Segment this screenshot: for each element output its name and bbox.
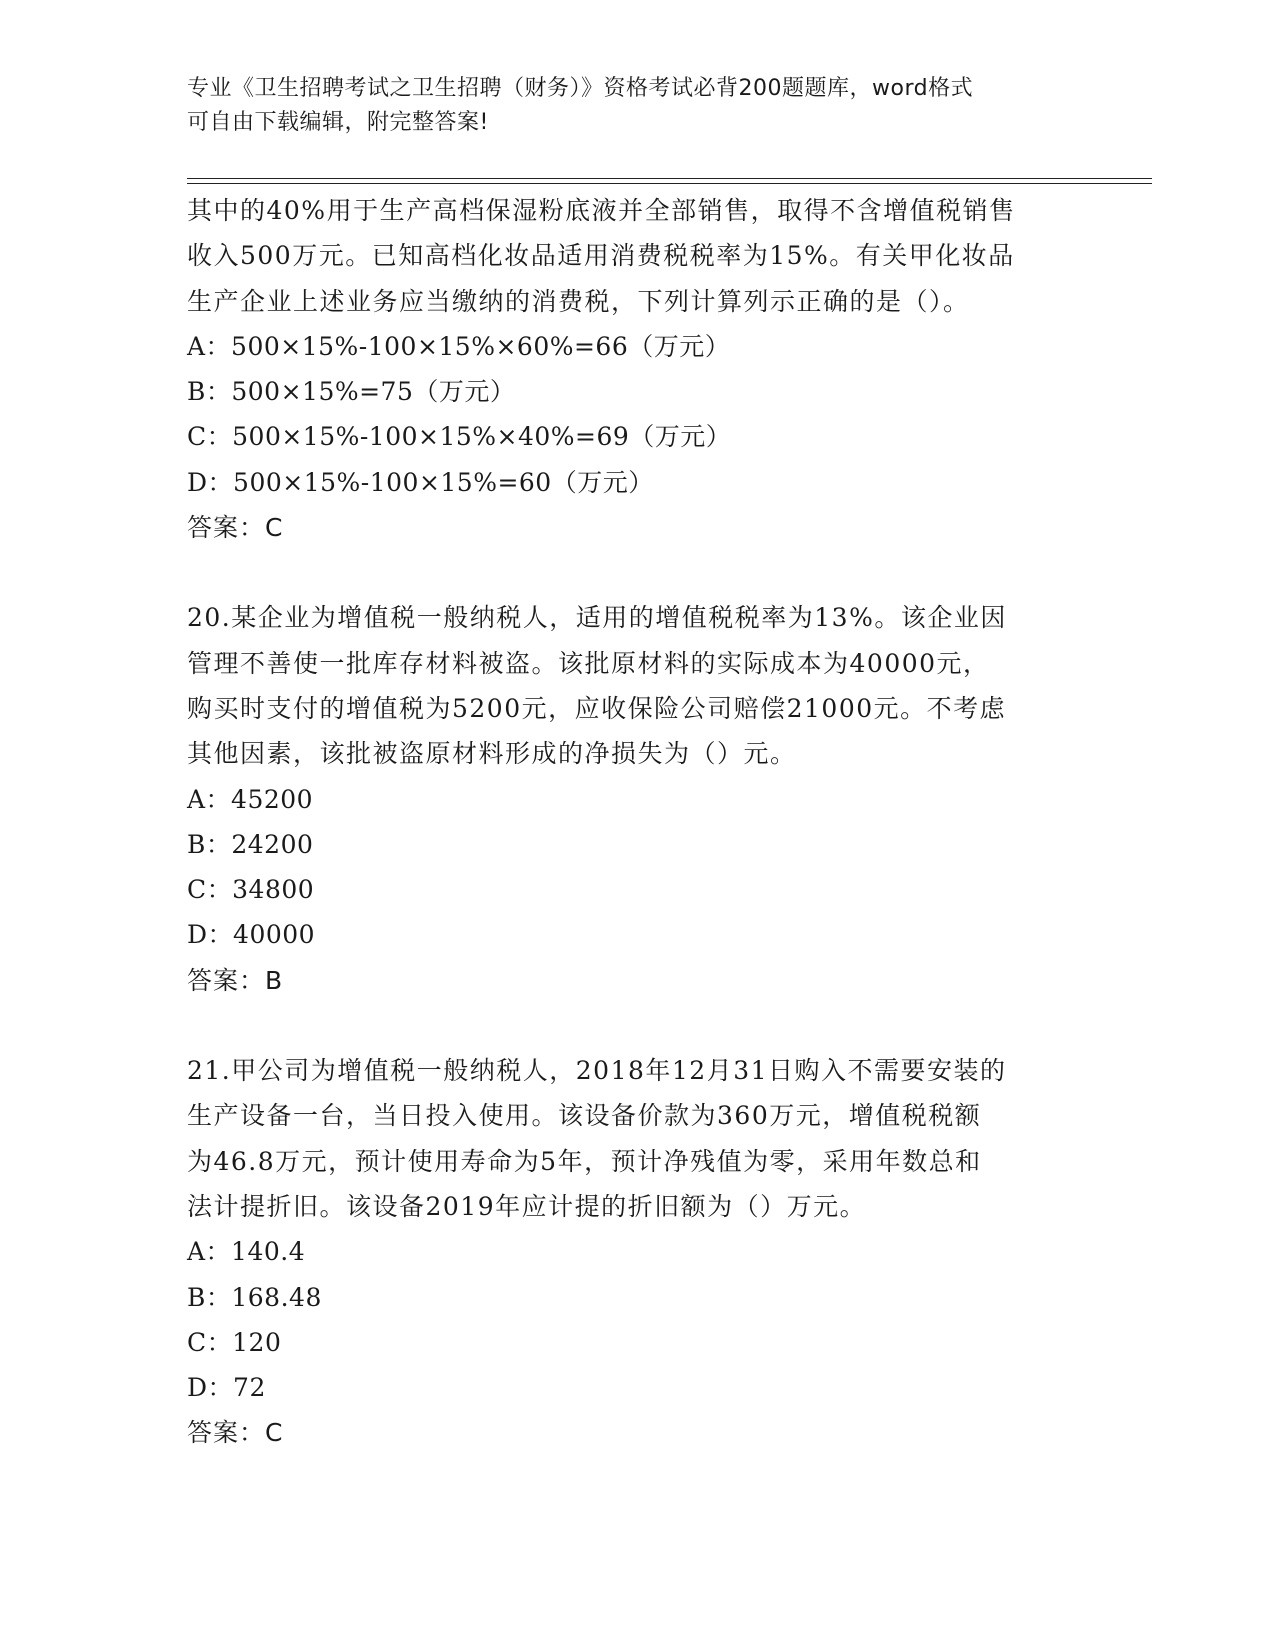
answer-label: 答案：	[187, 513, 266, 543]
option-c: C：500×15%-100×15%×40%=69（万元）	[187, 422, 732, 452]
answer-value: C	[265, 513, 284, 543]
option-d: D：500×15%-100×15%=60（万元）	[187, 467, 654, 497]
option-b: B：24200	[187, 829, 314, 859]
question-text-line: 其他因素，该批被盗原材料形成的净损失为（）元。	[187, 739, 797, 769]
question-text-line: 收入500万元。已知高档化妆品适用消费税税率为15%。有关甲化妆品	[187, 241, 1015, 271]
header-divider-bottom	[187, 183, 1152, 184]
question-block	[187, 188, 1087, 550]
question-text-line: 法计提折旧。该设备2019年应计提的折旧额为（）万元。	[187, 1191, 867, 1221]
option-a: A：140.4	[187, 1237, 306, 1267]
option-d: D：40000	[187, 920, 316, 950]
answer-value: B	[265, 965, 284, 995]
answer-line	[187, 505, 1087, 550]
document-header	[187, 72, 1067, 140]
question-text-line: 生产设备一台，当日投入使用。该设备价款为360万元，增值税税额	[187, 1101, 982, 1131]
option-b: B：500×15%=75（万元）	[187, 377, 516, 407]
option-c: C：120	[187, 1327, 282, 1357]
answer-value: C	[265, 1418, 284, 1448]
question-block	[187, 1048, 1087, 1456]
question-text-line: 生产企业上述业务应当缴纳的消费税，下列计算列示正确的是（）。	[187, 286, 970, 316]
header-title-line-1: 专业《卫生招聘考试之卫生招聘（财务）》资格考试必背200题题库，word格式	[187, 76, 974, 101]
answer-label: 答案：	[187, 1418, 266, 1448]
question-spacer	[187, 550, 1087, 595]
question-list	[187, 188, 1087, 1456]
option-b: B：168.48	[187, 1282, 322, 1312]
option-a: A：500×15%-100×15%×60%=66（万元）	[187, 331, 731, 361]
header-title-line-2: 可自由下载编辑，附完整答案!	[187, 110, 489, 135]
answer-line	[187, 958, 1087, 1003]
option-d: D：72	[187, 1373, 266, 1403]
question-text-line: 购买时支付的增值税为5200元，应收保险公司赔偿21000元。不考虑	[187, 693, 1007, 723]
header-divider-top	[187, 178, 1152, 179]
answer-line	[187, 1410, 1087, 1455]
question-block	[187, 595, 1087, 1003]
question-text-line: 为46.8万元，预计使用寿命为5年，预计净残值为零，采用年数总和	[187, 1146, 982, 1176]
option-a: A：45200	[187, 784, 314, 814]
question-text-line: 21.甲公司为增值税一般纳税人，2018年12月31日购入不需要安装的	[187, 1056, 1007, 1086]
question-text-line: 20.某企业为增值税一般纳税人，适用的增值税税率为13%。该企业因	[187, 603, 1007, 633]
question-text-line: 其中的40%用于生产高档保湿粉底液并全部销售，取得不含增值税销售	[187, 196, 1016, 225]
question-text-line: 管理不善使一批库存材料被盗。该批原材料的实际成本为40000元，	[187, 648, 990, 678]
question-spacer	[187, 1003, 1087, 1048]
answer-label: 答案：	[187, 965, 266, 995]
option-c: C：34800	[187, 875, 315, 905]
